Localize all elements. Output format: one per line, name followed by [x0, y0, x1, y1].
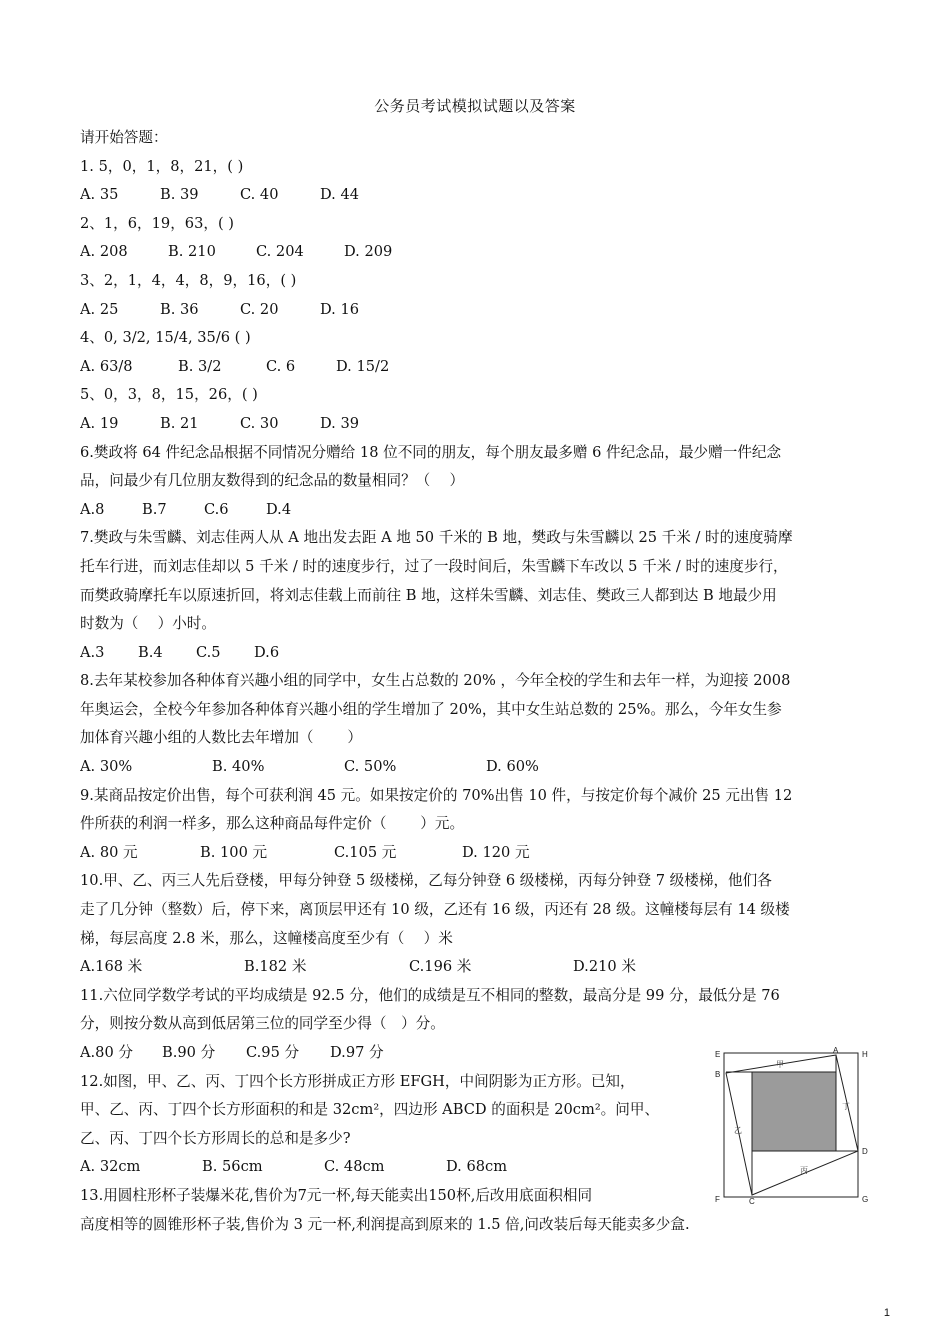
question-6-line-2: 品，问最少有几位朋友数得到的纪念品的数量相同？（ ） — [80, 472, 465, 490]
question-11-line-2: 分，则按分数从高到低居第三位的同学至少得（ ）分。 — [80, 1015, 445, 1033]
question-3-options — [80, 296, 900, 325]
page-number: 1 — [883, 1307, 890, 1319]
shaded-square — [752, 1072, 836, 1151]
question-4: 4、0, 3/2, 15/4, 35/6 ( ) — [80, 329, 251, 347]
question-7-line-2: 托车行进，而刘志佳却以 5 千米 / 时的速度步行，过了一段时间后，朱雪麟下车改以 5 千米 / 时的速度步行， — [80, 557, 788, 575]
question-3: 3、2，1，4，4，8，9，16，( ) — [80, 271, 297, 289]
option-a: A. 19 — [80, 414, 119, 432]
option-d: D.97 分 — [330, 1044, 384, 1061]
intro-text: 请开始答题： — [80, 129, 168, 146]
option-b: B.7 — [142, 500, 167, 518]
option-c: C. 48cm — [324, 1158, 385, 1176]
question-12-line-2: 甲、乙、丙、丁四个长方形面积的和是 32cm²，四边形 ABCD 的面积是 20cm²。问甲、 — [80, 1101, 660, 1119]
option-a: A. 80 元 — [80, 843, 138, 861]
option-c: C. 204 — [256, 243, 304, 261]
option-d: D. 60% — [486, 758, 539, 776]
question-8-line-1: 8.去年某校参加各种体育兴趣小组的同学中，女生占总数的 20% ，今年全校的学生和去年一样，为迎接 2008 — [80, 672, 791, 690]
rect-label-yi: 乙 — [734, 1126, 742, 1135]
option-d: D.6 — [254, 643, 280, 661]
label-f: F — [715, 1195, 720, 1204]
option-b: B.90 分 — [162, 1044, 216, 1061]
label-h: H — [862, 1050, 868, 1059]
option-a: A.8 — [80, 500, 105, 518]
question-12-figure — [712, 1047, 878, 1205]
option-b: B. 40% — [212, 758, 265, 776]
question-13-line-2: 高度相等的圆锥形杯子装,售价为 3 元一杯,利润提高到原来的 1.5 倍,问改装后每天能卖多少盒. — [80, 1215, 690, 1233]
option-c: C. 40 — [240, 186, 279, 204]
page-title: 公务员考试模拟试题以及答案 — [374, 97, 576, 115]
question-10-line-3: 梯，每层高度 2.8 米，那么，这幢楼高度至少有（ ）米 — [80, 929, 453, 947]
option-d: D. 15/2 — [336, 357, 390, 375]
option-a: A. 25 — [80, 300, 119, 318]
option-b: B. 21 — [160, 414, 199, 432]
option-a: A. 30% — [80, 758, 133, 776]
question-11-line-1: 11.六位同学数学考试的平均成绩是 92.5 分，他们的成绩是互不相同的整数，最高分是 99 分，最低分是 76 — [80, 986, 780, 1004]
option-d: D. 44 — [320, 186, 360, 204]
question-7-line-4: 时数为（ ）小时。 — [80, 615, 216, 633]
question-9-line-2: 件所获的利润一样多，那么这种商品每件定价（ ）元。 — [80, 815, 465, 833]
question-8-line-2: 年奥运会，全校今年参加各种体育兴趣小组的学生增加了 20%，其中女生站总数的 25%。那么，今年女生参 — [80, 700, 782, 718]
option-b: B.182 米 — [244, 958, 307, 976]
option-c: C. 30 — [240, 414, 279, 432]
option-c: C.105 元 — [334, 843, 397, 861]
option-d: D. 209 — [344, 243, 393, 261]
question-9-line-1: 9.某商品按定价出售，每个可获利润 45 元。如果按定价的 70%出售 10 件，与按定价每个减价 25 元出售 12 — [80, 786, 793, 804]
rect-label-ding: 丁 — [842, 1102, 850, 1111]
option-c: C.5 — [196, 643, 221, 661]
question-5-options — [80, 410, 900, 439]
label-b: B — [715, 1070, 721, 1079]
option-a: A. 63/8 — [80, 357, 133, 375]
option-b: B. 56cm — [202, 1158, 263, 1176]
option-c: C.196 米 — [409, 958, 472, 976]
option-c: C. 6 — [266, 357, 296, 375]
option-b: B. 39 — [160, 186, 199, 204]
question-10-line-2: 走了几分钟（整数）后，停下来，离顶层甲还有 10 级，乙还有 16 级，丙还有 28 级。这幢楼每层有 14 级楼 — [80, 901, 790, 919]
option-b: B. 3/2 — [178, 357, 222, 375]
option-a: A. 35 — [80, 186, 119, 204]
option-a: A.3 — [80, 643, 105, 661]
question-10-line-1: 10.甲、乙、丙三人先后登楼，甲每分钟登 5 级楼梯，乙每分钟登 6 级楼梯，丙每分钟登 7 级楼梯，他们各 — [80, 872, 772, 890]
rect-label-bing: 丙 — [800, 1166, 808, 1175]
option-d: D. 16 — [320, 300, 360, 318]
option-d: D. 39 — [320, 414, 360, 432]
question-6-line-1: 6.樊政将 64 件纪念品根据不同情况分赠给 18 位不同的朋友，每个朋友最多赠 6 件纪念品，最少赠一件纪念 — [80, 443, 782, 461]
question-12-line-1: 12.如图，甲、乙、丙、丁四个长方形拼成正方形 EFGH，中间阴影为正方形。已知， — [80, 1072, 635, 1090]
question-7-options — [80, 639, 900, 668]
question-8-line-3: 加体育兴趣小组的人数比去年增加（ ） — [80, 729, 362, 747]
question-9-options — [80, 839, 900, 868]
question-2-options — [80, 238, 900, 267]
option-d: D. 68cm — [446, 1158, 508, 1176]
option-b: B.4 — [138, 643, 163, 661]
rect-label-jia: 甲 — [776, 1060, 784, 1069]
option-c: C. 20 — [240, 300, 279, 318]
option-d: D.4 — [266, 500, 292, 518]
question-5: 5、0，3，8，15，26，( ) — [80, 386, 258, 404]
question-10-options — [80, 953, 900, 982]
option-d: D.210 米 — [573, 958, 636, 976]
option-c: C.6 — [204, 500, 229, 518]
option-d: D. 120 元 — [462, 843, 530, 861]
option-b: B. 210 — [168, 243, 216, 261]
question-1: 1. 5，0，1，8，21，( ) — [80, 157, 244, 175]
option-a: A. 208 — [80, 243, 128, 261]
label-c: C — [749, 1197, 755, 1205]
question-12-line-3: 乙、丙、丁四个长方形周长的总和是多少? — [80, 1129, 351, 1147]
label-e: E — [715, 1050, 721, 1059]
question-2: 2、1，6，19，63，( ) — [80, 214, 234, 232]
question-6-options — [80, 496, 900, 525]
option-a: A. 32cm — [80, 1158, 141, 1176]
question-4-options — [80, 353, 900, 382]
option-b: B. 100 元 — [200, 843, 268, 861]
option-b: B. 36 — [160, 300, 199, 318]
option-c: C.95 分 — [246, 1044, 300, 1061]
label-d: D — [862, 1147, 868, 1156]
question-1-options — [80, 181, 900, 210]
question-13-line-1: 13.用圆柱形杯子装爆米花,售价为7元一杯,每天能卖出150杯,后改用底面积相同 — [80, 1186, 593, 1204]
question-7-line-3: 而樊政骑摩托车以原速折回，将刘志佳载上而前往 B 地，这样朱雪麟、刘志佳、樊政三人都到达 B 地最少用 — [80, 586, 777, 604]
question-7-line-1: 7.樊政与朱雪麟、刘志佳两人从 A 地出发去距 A 地 50 千米的 B 地，樊政与朱雪麟以 25 千米 / 时的速度骑摩 — [80, 529, 793, 547]
option-c: C. 50% — [344, 758, 397, 776]
label-a: A — [833, 1047, 839, 1055]
label-g: G — [862, 1195, 869, 1204]
question-8-options — [80, 753, 900, 782]
option-a: A.168 米 — [80, 958, 143, 976]
option-a: A.80 分 — [80, 1044, 133, 1061]
